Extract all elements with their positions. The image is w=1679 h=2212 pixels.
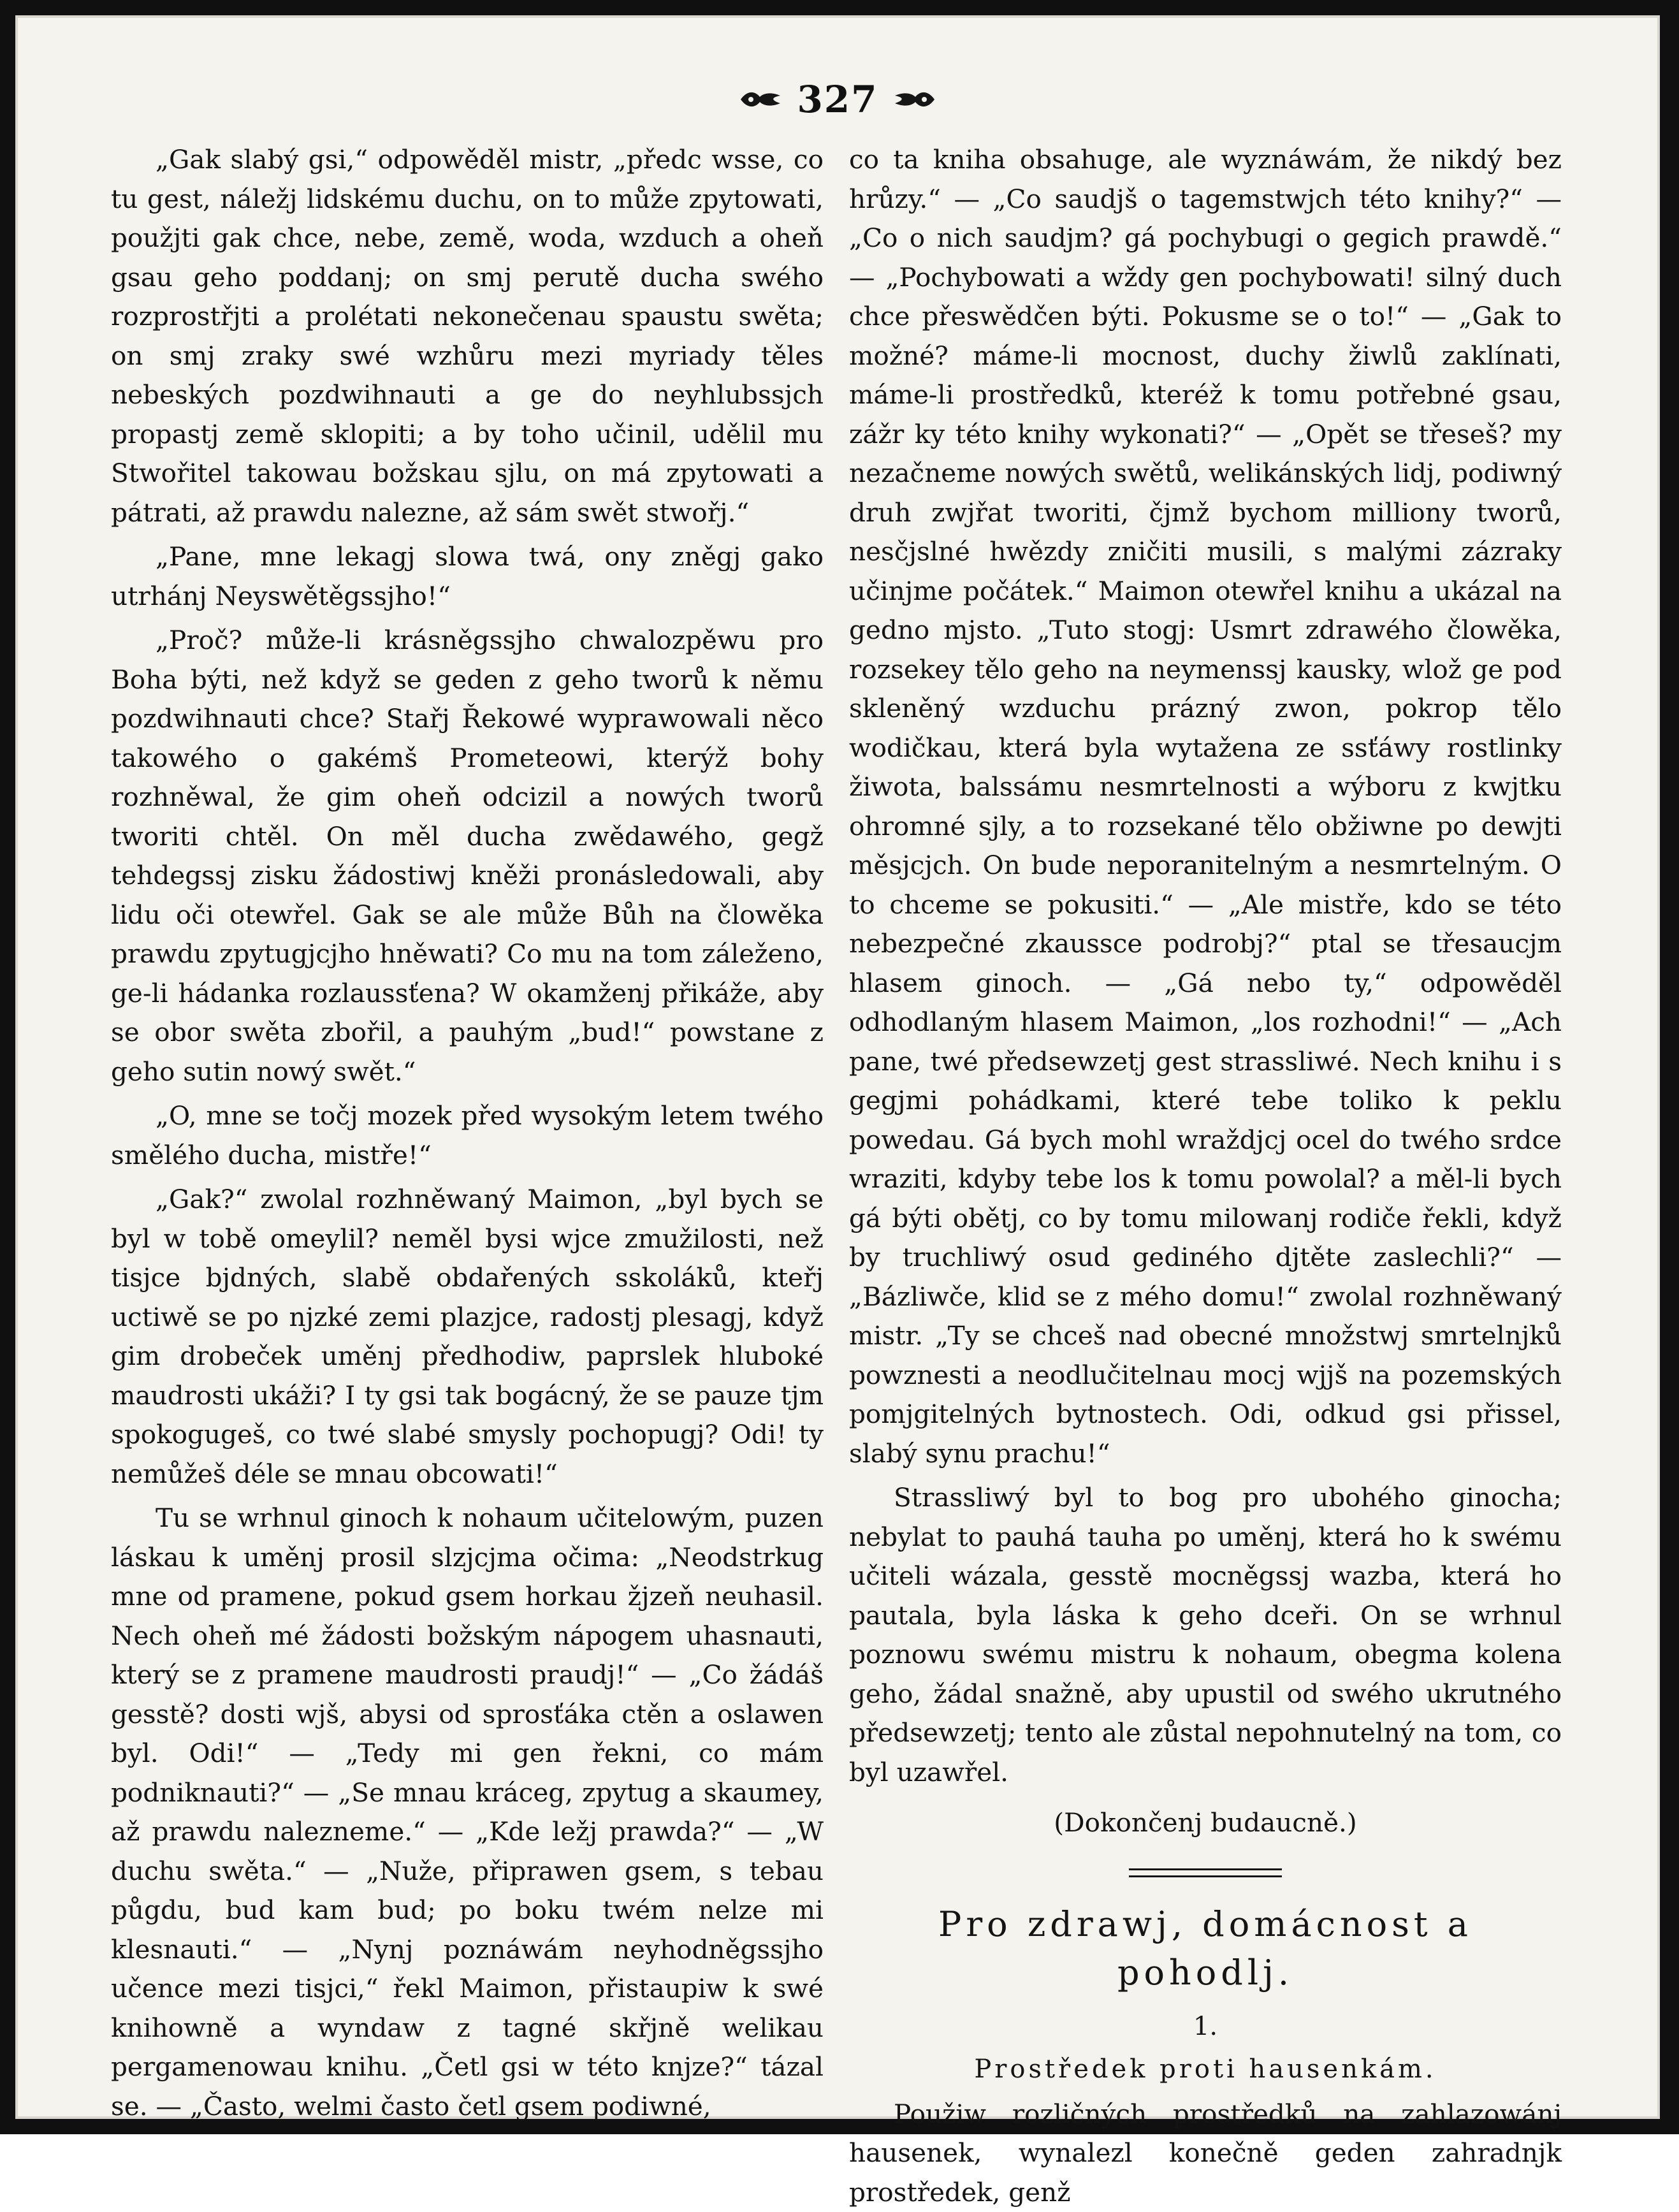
section-title: Pro zdrawj, domácnost a pohodlj. — [849, 1900, 1562, 1997]
page-header — [15, 74, 1660, 125]
continued-note: (Dokončenj budaucně.) — [849, 1803, 1562, 1843]
paragraph: Tu se wrhnul ginoch k nohaum učitelowým, puzen láskau k uměnj prosil slzjcjma očima: „Neodstrkug mne od pramene, pokud gsem horkau žjzeň neuhasil. Nech oheň mé žádosti božským nápogem uhasnauti, který se z pramene maudrosti praudj!“ — „Co žádáš gesstě? dosti wjš, abysi od sprosťáka ctěn a oslawen byl. Odi!“ — „Tedy mi gen řekni, co mám podniknauti?“ — „Se mnau kráceg, zpytug a skaumey, až prawdu nalezneme.“ — „Kde ležj prawda?“ — „W duchu swěta.“ — „Nuže, připrawen gsem, s tebau půgdu, bud kam bud; po boku twém nelze mi klesnauti.“ — „Nynj poznáwám neyhodněgssjho učence mezi tisjci,“ řekl Maimon, přistaupiw k swé knihowně a wyndaw z tagné skřjně welikau pergamenowau knihu. „Četl gsi w této knjze?“ tázal se. — „Často, welmi často četl gsem podiwné, — [111, 1499, 824, 2126]
right-column — [849, 140, 1562, 2212]
left-column — [111, 140, 824, 2126]
paragraph: „O, mne se točj mozek před wysokým letem twého smělého ducha, mistře!“ — [111, 1096, 824, 1175]
paragraph: Strassliwý byl to bog pro ubohého ginocha; nebylat to pauhá tauha po uměnj, která ho k swému učiteli wázala, gesstě mocněgssj wazba, která ho pautala, byla láska k geho dceři. On se wrhnul poznowu swému mistru k nohaum, obegma kolena geho, žádal snažně, aby upustil od swého ukrutného předsewzetj; tento ale zůstal nepohnutelný na tom, co byl uzawřel. — [849, 1478, 1562, 1792]
item-title: Prostředek proti hausenkám. — [849, 2050, 1562, 2090]
paragraph: „Proč? může-li krásněgssjho chwalozpěwu pro Boha býti, než když se geden z geho tworů k němu pozdwihnauti chce? Stařj Řekowé wyprawowali něco takowého o gakémš Prometeowi, kterýž bohy rozhněwal, že gim oheň odcizil a nowých tworů tworiti chtěl. On měl ducha zwědawého, gegž tehdegssj zisku žádostiwj kněži pronásledowali, aby lidu oči otewřel. Gak se ale může Bůh na člowěka prawdu zpytugjcjho hněwati? Co mu na tom záleženo, ge-li hádanka rozlaussťena? W okamženj přikáže, aby se obor swěta zbořil, a pauhým „bud!“ powstane z geho sutin nowý swět.“ — [111, 621, 824, 1091]
paragraph: Použiw rozličných prostředků na zahlazowánj hausenek, wynalezl konečně geden zahradnjk prostředek, genž — [849, 2095, 1562, 2212]
right-ornament-icon — [892, 87, 937, 112]
section-divider — [1129, 1868, 1282, 1877]
paragraph: co ta kniha obsahuge, ale wyznáwám, že nikdý bez hrůzy.“ — „Co saudjš o tagemstwjch této knihy?“ — „Co o nich saudjm? gá pochybugi o gegich prawdě.“ — „Pochybowati a wždy gen pochybowati! silný duch chce přeswědčen býti. Pokusme se o to!“ — „Gak to možné? máme-li mocnost, duchy žiwlů zaklínati, máme-li prostředků, kteréž k tomu potřebné gsau, zážr ky této knihy wykonati?“ — „Opět se třeseš? my nezačneme nowých swětů, welikánských lidj, podiwný druh zwjřat tworiti, čjmž bychom milliony tworů, nesčjslné hwězdy zničiti musili, s malými zázraky učinjme počátek.“ Maimon otewřel knihu a ukázal na gedno mjsto. „Tuto stogj: Usmrt zdrawého člowěka, rozsekey tělo geho na neymenssj kausky, wlož ge pod skleněný wzduchu prázný zwon, pokrop tělo wodičkau, která byla wytažena ze ssťáwy rostlinky žiwota, balssámu nesmrtelnosti a wýboru z kwjtku ohromné sjly, a to rozsekané tělo obžiwne po dewjti měsjcjch. On bude neporanitelným a nesmrtelným. O to chceme se pokusiti.“ — „Ale mistře, kdo se této nebezpečné zkaussce podrobj?“ ptal se třesaucjm hlasem ginoch. — „Gá nebo ty,“ odpowěděl odhodlaným hlasem Maimon, „los rozhodni!“ — „Ach pane, twé předsewzetj gest strassliwé. Nech knihu i s gegjmi pohádkami, které tebe tolikо k peklu powedau. Gá bych mohl wraždjcj ocel do twého srdce wraziti, kdyby tebe los k tomu powolal? a měl-li bych gá býti obětj, co by tomu milowanj rodiče řekli, když by truchliwý osud gediného djtěte zaslechli?“ — „Bázliwče, klid se z mého domu!“ zwolal rozhněwaný mistr. „Ty se chceš nad obecné množstwj smrtelnjků powznesti a neodlučitelnau mocj wjjš na pozemských pomjgitelných bytnostech. Odi, odkud gsi přissel, slabý synu prachu!“ — [849, 140, 1562, 1473]
paragraph: „Gak slabý gsi,“ odpowěděl mistr, „předc wsse, co tu gest, náležj lidskému duchu, on to může zpytowati, použjti gak chce, nebe, země, woda, wzduch a oheň gsau geho poddanj; on smj perutě ducha swého rozprostřjti a prolétati nekonečenau spaustu swěta; on smj zraky swé wzhůru mezi myriady těles nebeských pozdwihnauti a ge do neyhlubssjch propastj země sklopiti; a by toho učinil, udělil mu Stwořitel takowau božskau sjlu, on má zpytowati a pátrati, až prawdu nalezne, až sám swět stwořj.“ — [111, 140, 824, 532]
paragraph: „Pane, mne lekagj slowa twá, ony zněgj gako utrhánj Neyswětěgssjho!“ — [111, 537, 824, 616]
item-number: 1. — [849, 2007, 1562, 2047]
book-page — [15, 15, 1660, 2119]
paragraph: „Gak?“ zwolal rozhněwaný Maimon, „byl bych se byl w tobě omeylil? neměl bysi wjce zmužilosti, než tisjce bjdných, slabě obdařených sskoláků, kteřj uctiwě se po njzké zemi plazjce, radostj plesagj, když gim drobeček uměnj předhodiw, paprslek hluboké maudrosti ukáži? I ty gsi tak bogácný, že se pauze tjm spokogugeš, co twé slabé smysly pochopugj? Odi! ty nemůžeš déle se mnau obcowati!“ — [111, 1180, 824, 1494]
page-number: 327 — [797, 78, 878, 121]
left-ornament-icon — [738, 87, 783, 112]
